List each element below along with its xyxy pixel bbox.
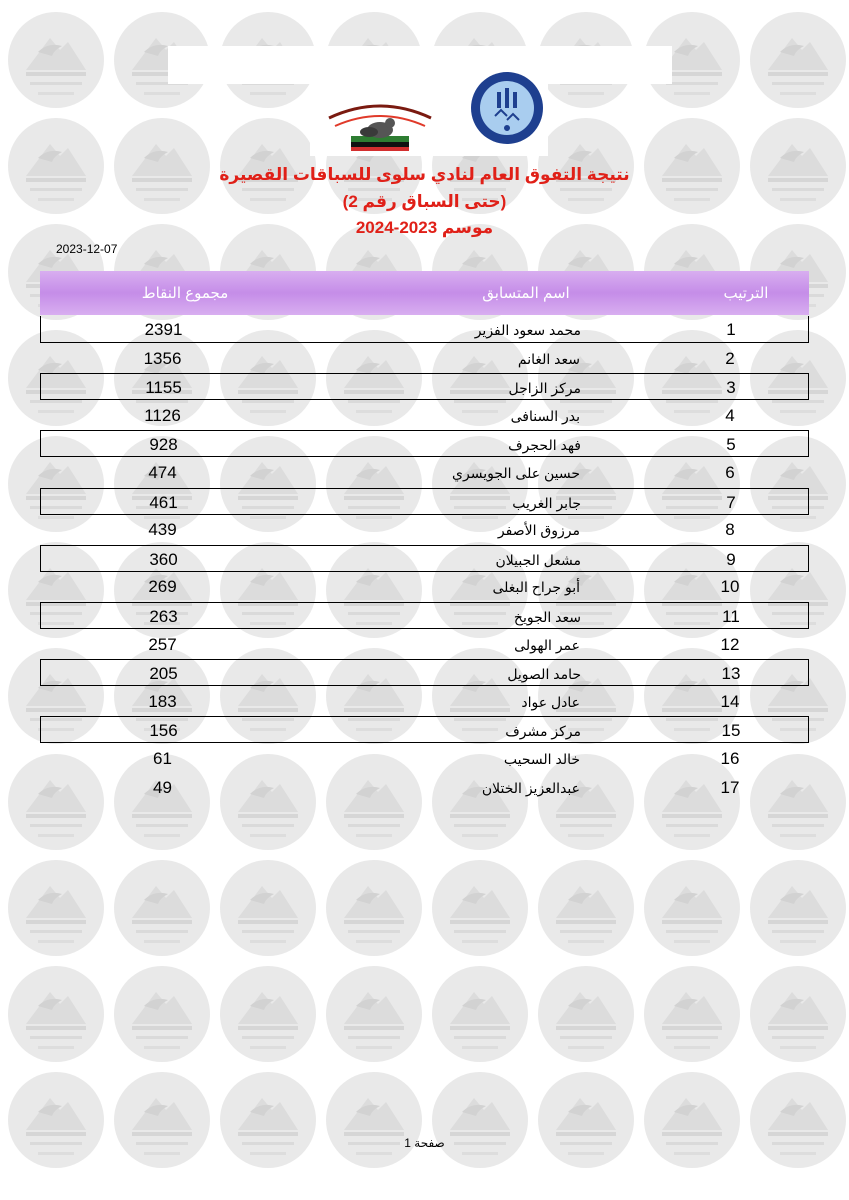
- row-rank: 14: [720, 691, 740, 711]
- row-points: 1126: [144, 405, 181, 425]
- row-points: 61: [153, 749, 172, 768]
- table-row: [40, 745, 809, 772]
- row-points: 1155: [145, 378, 182, 398]
- row-points: 263: [149, 607, 178, 626]
- table-row: [40, 716, 809, 743]
- header-blank-box: [168, 46, 672, 84]
- row-name: خالد السحيب: [503, 751, 580, 767]
- row-rank: 17: [720, 777, 740, 797]
- federation-logo: [469, 70, 545, 146]
- row-name: مشعل الجبيلان: [495, 551, 581, 568]
- row-rank: 1: [726, 320, 736, 339]
- row-rank: 16: [720, 749, 740, 768]
- report-subtitle-race-number: (حتى السباق رقم 2): [342, 192, 507, 211]
- row-name: عادل عواد: [521, 693, 580, 710]
- table-row: [40, 774, 809, 801]
- header-name: اسم المتسابق: [482, 285, 570, 302]
- row-name: مركز الزاجل: [508, 380, 581, 397]
- row-points: 183: [148, 691, 177, 711]
- row-points: 474: [148, 463, 177, 482]
- row-rank: 5: [726, 435, 736, 455]
- row-points: 461: [149, 492, 178, 512]
- row-rank: 15: [721, 721, 741, 741]
- row-name: جابر الغريب: [512, 494, 581, 511]
- row-points: 257: [148, 634, 177, 654]
- row-name: حامد الصويل: [507, 666, 581, 683]
- row-name: سعد الجويخ: [513, 609, 581, 625]
- row-rank: 8: [725, 520, 735, 540]
- row-points: 156: [149, 721, 178, 741]
- row-points: 1356: [143, 348, 182, 368]
- row-points: 360: [149, 549, 178, 569]
- row-rank: 10: [720, 577, 740, 597]
- table-row: [40, 602, 809, 629]
- row-rank: 9: [726, 549, 736, 569]
- row-rank: 4: [725, 405, 735, 425]
- row-points: 928: [149, 435, 178, 455]
- pigeon-federation-emblem-icon: [469, 70, 545, 146]
- table-row: [40, 688, 809, 715]
- row-name: مرزوق الأصفر: [497, 522, 580, 539]
- table-row: [40, 573, 809, 600]
- table-row: [40, 402, 809, 429]
- row-name: فهد الحجرف: [508, 437, 581, 454]
- table-row: [40, 345, 809, 372]
- row-name: مركز مشرف: [505, 723, 581, 740]
- row-rank: 6: [725, 463, 735, 482]
- table-row: [40, 459, 809, 486]
- table-row: [40, 373, 809, 400]
- row-name: سعد الغانم: [517, 350, 580, 367]
- row-name: عبدالعزيز الختلان: [481, 779, 580, 796]
- row-points: 2391: [144, 320, 183, 339]
- row-rank: 11: [722, 607, 740, 626]
- table-row: [40, 488, 809, 515]
- table-row: [40, 430, 809, 457]
- row-rank: 12: [720, 634, 740, 654]
- row-name: محمد سعود الفزير: [474, 322, 581, 338]
- header-points: مجموع النقاط: [141, 285, 229, 302]
- page-number: صفحة 1: [404, 1136, 445, 1150]
- kuwait-racing-pigeon-club-logo: [321, 80, 439, 154]
- row-name: حسين على الجويسري: [452, 465, 580, 481]
- report-date: 2023-12-07: [56, 242, 118, 256]
- row-name: أبو جراح البغلى: [492, 579, 580, 596]
- row-points: 205: [149, 664, 178, 684]
- row-points: 439: [148, 520, 177, 540]
- report-season: موسم 2023-2024: [355, 218, 494, 237]
- club-emblem-icon: [321, 80, 439, 154]
- table-row: [40, 516, 809, 543]
- row-points: 49: [153, 777, 172, 797]
- report-title: نتيجة التفوق العام لنادي سلوى للسباقات القصيرة: [219, 165, 630, 184]
- table-row: [40, 631, 809, 658]
- row-rank: 2: [725, 348, 735, 368]
- table-row: [40, 545, 809, 572]
- row-rank: 3: [726, 378, 736, 398]
- row-rank: 13: [721, 664, 741, 684]
- row-points: 269: [148, 577, 177, 597]
- header-rank: الترتيب: [723, 285, 769, 302]
- row-name: عمر الهولى: [514, 636, 580, 653]
- table-row: [40, 316, 809, 343]
- table-row: [40, 659, 809, 686]
- row-rank: 7: [726, 492, 736, 512]
- row-name: بدر السنافى: [510, 407, 580, 424]
- results-table-header: [40, 271, 809, 315]
